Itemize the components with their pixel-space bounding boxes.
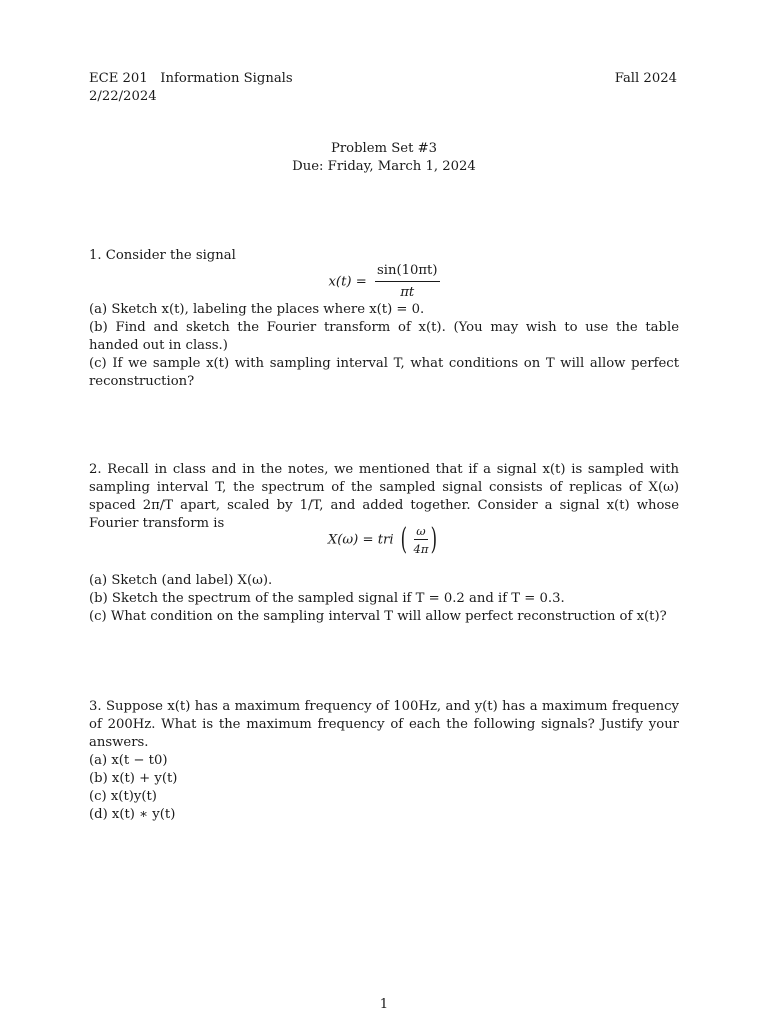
equation-denominator: 4π <box>413 542 429 556</box>
problem-2-intro: 2. Recall in class and in the notes, we mentioned that if a signal x(t) is sampled with sampling interval T, the spectrum of the sampled signal consists of replicas of X(ω) spaced 2π/T apart, scaled by 1/T, and added together. Consider a signal x(t) whose Fourier transform is <box>89 462 679 531</box>
equation-lhs: x(t) = <box>328 274 367 290</box>
equation-fraction <box>375 262 440 302</box>
problem-3-part-a: (a) x(t − t0) <box>89 753 168 768</box>
equation-numerator: sin(10πt) <box>375 262 440 282</box>
problem-3-block <box>89 698 679 824</box>
problem-set-title <box>0 140 768 176</box>
problem-1-parts <box>89 301 679 391</box>
problem-2-part-a: (a) Sketch (and label) X(ω). <box>89 573 273 588</box>
course-title: Information Signals <box>160 71 293 86</box>
problem-1-part-a: (a) Sketch x(t), labeling the places where x(t) = 0. <box>89 302 425 317</box>
problem-1-intro: 1. Consider the signal <box>89 248 236 263</box>
left-paren: ( <box>400 522 407 557</box>
equation-numerator: ω <box>414 524 429 540</box>
problem-3-part-b: (b) x(t) + y(t) <box>89 771 178 786</box>
page-number: 1 <box>379 997 389 1012</box>
header-date: 2/22/2024 <box>89 89 157 104</box>
problem-2-equation <box>0 524 768 556</box>
equation-denominator: πt <box>400 285 415 300</box>
problem-1-part-c: (c) If we sample x(t) with sampling interval T, what conditions on T will allow perfect reconstruction? <box>89 356 679 389</box>
header-term: Fall 2024 <box>614 71 677 86</box>
title-due-date: Due: Friday, March 1, 2024 <box>292 159 476 174</box>
title-line-1: Problem Set #3 <box>330 141 438 156</box>
course-code: ECE 201 <box>89 71 148 86</box>
right-paren: ) <box>431 522 438 557</box>
problem-3-intro: 3. Suppose x(t) has a maximum frequency of 100Hz, and y(t) has a maximum frequency of 200Hz. What is the maximum frequency of each the following signals? Justify your answers. <box>89 699 679 750</box>
problem-1-part-b: (b) Find and sketch the Fourier transform of x(t). (You may wish to use the table handed out in class.) <box>89 320 679 353</box>
problem-3-part-c: (c) x(t)y(t) <box>89 789 157 804</box>
equation-lhs: X(ω) = tri <box>327 532 394 548</box>
header-left <box>89 70 293 106</box>
problem-2-parts <box>89 572 679 626</box>
equation-fraction <box>414 524 429 556</box>
problem-1-equation <box>0 262 768 302</box>
problem-2-part-b: (b) Sketch the spectrum of the sampled signal if T = 0.2 and if T = 0.3. <box>89 591 565 606</box>
problem-3-part-d: (d) x(t) ∗ y(t) <box>89 807 176 822</box>
problem-2-part-c: (c) What condition on the sampling interval T will allow perfect reconstruction of x(t)? <box>89 609 667 624</box>
